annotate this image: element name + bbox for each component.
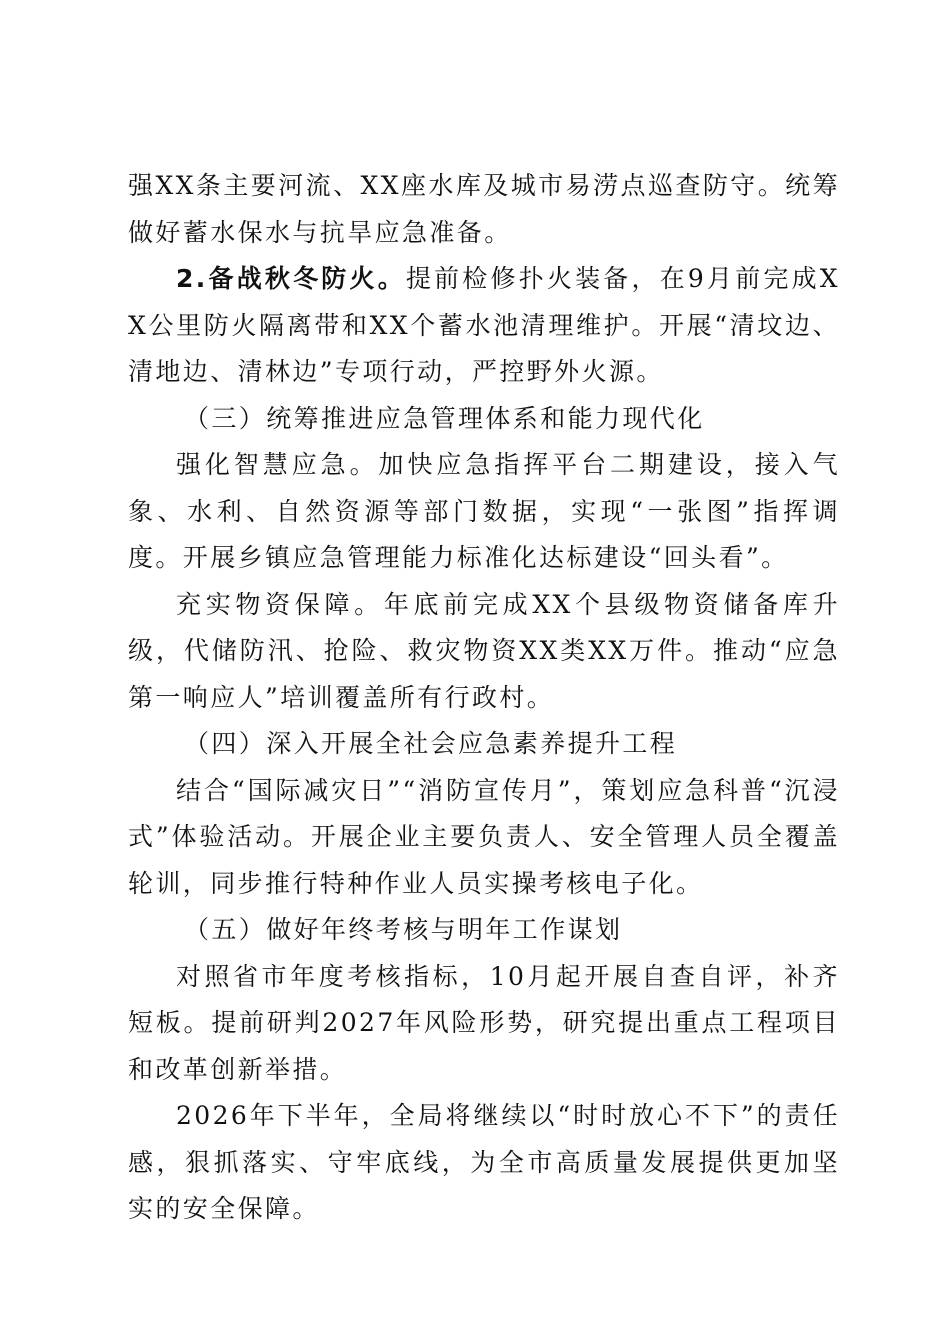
paragraph-fire-prevention bbox=[128, 256, 840, 396]
paragraph-material-support: 充实物资保障。年底前完成XX个县级物资储备库升级，代储防汛、抢险、救灾物资XX类XX万件。推动“应急第一响应人”培训覆盖所有行政村。 bbox=[128, 589, 840, 712]
paragraph-smart-emergency: 强化智慧应急。加快应急指挥平台二期建设，接入气象、水利、自然资源等部门数据，实现“一张图”指挥调度。开展乡镇应急管理能力标准化达标建设“回头看”。 bbox=[128, 450, 840, 572]
section-heading-4: （四）深入开展全社会应急素养提升工程 bbox=[184, 729, 678, 758]
section-heading-5: （五）做好年终考核与明年工作谋划 bbox=[184, 915, 623, 944]
section-heading-3: （三）统筹推进应急管理体系和能力现代化 bbox=[184, 403, 705, 433]
paragraph-annual-review: 对照省市年度考核指标，10月起开展自查自评，补齐短板。提前研判2027年风险形势，研究提出重点工程项目和改革创新举措。 bbox=[128, 961, 840, 1084]
paragraph-flood-patrol: 强XX条主要河流、XX座水库及城市易涝点巡查防守。统筹做好蓄水保水与抗旱应急准备。 bbox=[128, 171, 840, 247]
document-body bbox=[128, 163, 840, 1233]
paragraph-conclusion: 2026年下半年，全局将继续以“时时放心不下”的责任感，狠抓落实、守牢底线，为全市高质量发展提供更加坚实的安全保障。 bbox=[128, 1101, 840, 1223]
paragraph-lead-fire-prevention: 2.备战秋冬防火。 bbox=[176, 264, 406, 293]
paragraph-body-fire-prevention: 提前检修扑火装备，在9月前完成XX公里防火隔离带和XX个蓄水池清理维护。开展“清坟边、清地边、清林边”专项行动，严控野外火源。 bbox=[128, 264, 840, 386]
paragraph-public-awareness: 结合“国际减灾日”“消防宣传月”，策划应急科普“沉浸式”体验活动。开展企业主要负责人、安全管理人员全覆盖轮训，同步推行特种作业人员实操考核电子化。 bbox=[128, 775, 840, 898]
